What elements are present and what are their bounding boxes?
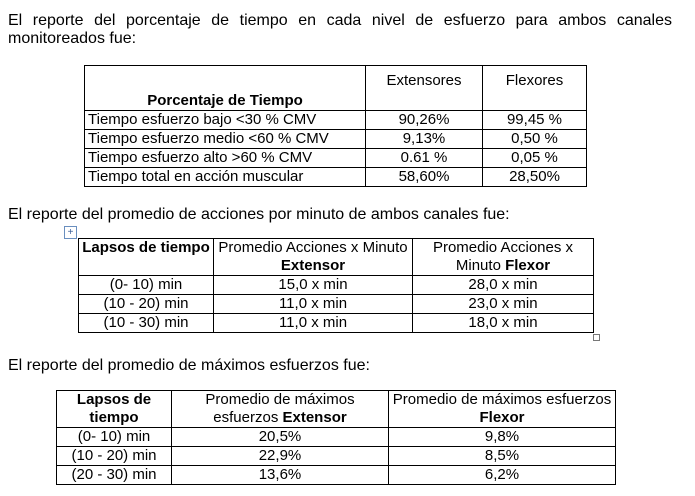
cell-lapso: (0- 10) min [57, 428, 172, 447]
header-extensores: Extensores [366, 66, 483, 111]
header-bold-word: Extensor [282, 409, 347, 426]
cell-flexores: 99,45 % [483, 111, 587, 130]
cell-flexores: 0,50 % [483, 130, 587, 149]
cell-extensor: 20,5% [172, 428, 389, 447]
table-row [85, 130, 587, 149]
cell-flexor: 6,2% [389, 466, 616, 485]
cell-label: Tiempo esfuerzo medio <60 % CMV [85, 130, 366, 149]
header-bold-word: Flexor [479, 409, 525, 426]
header-maximos-flexor [389, 391, 616, 428]
move-handle-icon[interactable]: + [64, 226, 77, 239]
cell-extensor: 22,9% [172, 447, 389, 466]
cell-lapso: (10 - 20) min [79, 295, 214, 314]
header-prefix: Promedio Acciones x Minuto [432, 239, 574, 274]
table-actions-per-minute [78, 238, 594, 333]
header-lapsos: Lapsos de tiempo [57, 391, 172, 428]
cell-label: Tiempo esfuerzo bajo <30 % CMV [85, 111, 366, 130]
cell-flexores: 0,05 % [483, 149, 587, 168]
cell-extensores: 0.61 % [366, 149, 483, 168]
cell-extensores: 9,13% [366, 130, 483, 149]
cell-extensor: 11,0 x min [214, 295, 413, 314]
cell-lapso: (10 - 30) min [79, 314, 214, 333]
table-row [79, 314, 594, 333]
header-lapsos: Lapsos de tiempo [79, 239, 214, 276]
header-maximos-extensor [172, 391, 389, 428]
header-promedio-flexor [413, 239, 594, 276]
header-promedio-extensor [214, 239, 413, 276]
header-bold-word: Extensor [280, 257, 346, 274]
cell-flexor: 23,0 x min [413, 295, 594, 314]
cell-extensor: 11,0 x min [214, 314, 413, 333]
cell-label: Tiempo total en acción muscular [85, 168, 366, 187]
header-prefix: Promedio de máximos esfuerzos [205, 391, 355, 426]
header-prefix: Promedio de máximos esfuerzos [392, 391, 612, 408]
table-row [85, 168, 587, 187]
cell-flexores: 28,50% [483, 168, 587, 187]
cell-label: Tiempo esfuerzo alto >60 % CMV [85, 149, 366, 168]
table-row [57, 466, 616, 485]
table-row [57, 428, 616, 447]
header-flexores: Flexores [483, 66, 587, 111]
cell-flexor: 9,8% [389, 428, 616, 447]
table-row [85, 111, 587, 130]
cell-extensor: 13,6% [172, 466, 389, 485]
cell-lapso: (10 - 20) min [57, 447, 172, 466]
resize-handle-icon[interactable] [593, 334, 600, 341]
cell-lapso: (0- 10) min [79, 276, 214, 295]
cell-flexor: 28,0 x min [413, 276, 594, 295]
table-row [85, 149, 587, 168]
table-row [57, 447, 616, 466]
header-bold-word: Flexor [505, 257, 551, 274]
paragraph-percentage-report: El reporte del porcentaje de tiempo en cada nivel de esfuerzo para ambos canales monitoreados fue: [8, 12, 672, 47]
table-percentage-time [84, 65, 587, 187]
cell-extensor: 15,0 x min [214, 276, 413, 295]
cell-extensores: 90,26% [366, 111, 483, 130]
table-max-effort [56, 390, 616, 485]
table-row [79, 276, 594, 295]
cell-flexor: 8,5% [389, 447, 616, 466]
cell-lapso: (20 - 30) min [57, 466, 172, 485]
header-prefix: Promedio Acciones x Minuto [218, 239, 408, 256]
paragraph-actions-report: El reporte del promedio de acciones por minuto de ambos canales fue: [8, 206, 510, 223]
cell-flexor: 18,0 x min [413, 314, 594, 333]
table-row [79, 295, 594, 314]
cell-extensores: 58,60% [366, 168, 483, 187]
header-porcentaje: Porcentaje de Tiempo [85, 66, 366, 111]
paragraph-max-effort-report: El reporte del promedio de máximos esfuerzos fue: [8, 357, 370, 374]
